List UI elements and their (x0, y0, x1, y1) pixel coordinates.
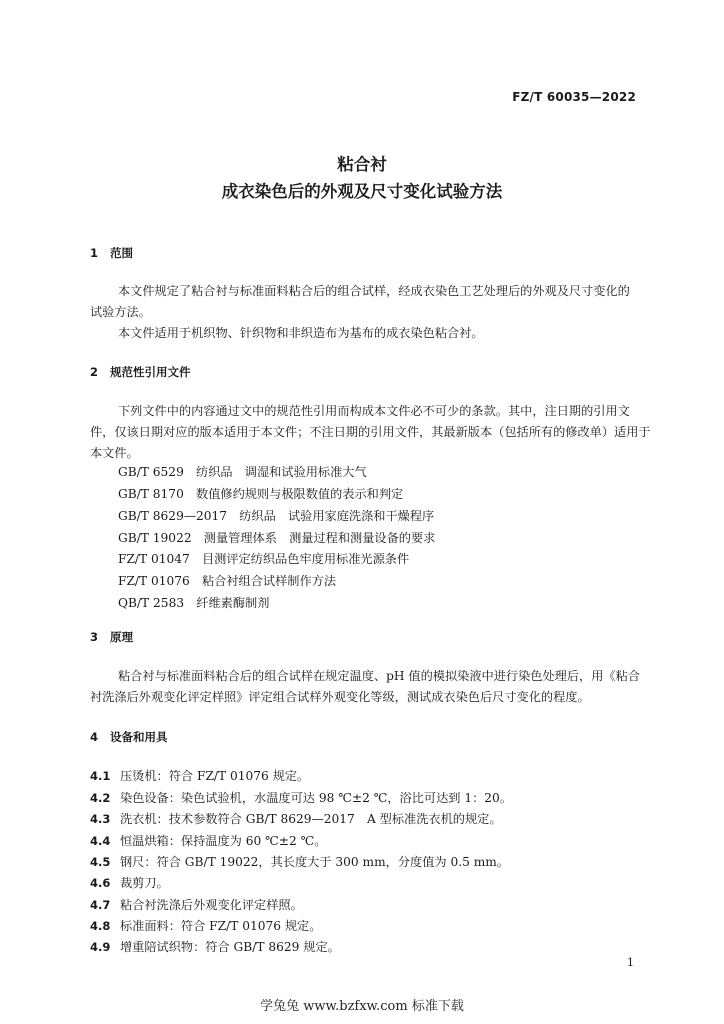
item-number: 4.9 (90, 940, 111, 954)
document-title-line1: 粘合衬 (337, 155, 387, 174)
section-title: 规范性引用文件 (110, 365, 191, 379)
item-number: 4.3 (90, 812, 111, 826)
footer-watermark: 学兔兔 www.bzfxw.com 标准下载 (260, 999, 464, 1014)
item-number: 4.8 (90, 919, 111, 933)
reference-code: GB/T 8629—2017 (118, 509, 228, 523)
reference-code: GB/T 8170 (118, 487, 184, 501)
item-number: 4.1 (90, 769, 111, 783)
normative-reference (118, 550, 409, 567)
equipment-item (90, 874, 169, 891)
item-number: 4.4 (90, 834, 111, 848)
reference-title: 测量管理体系 测量过程和测量设备的要求 (203, 531, 436, 545)
item-number: 4.7 (90, 898, 111, 912)
reference-title: 纺织品 试验用家庭洗涤和干燥程序 (239, 509, 435, 523)
section-title: 设备和用具 (110, 730, 168, 744)
reference-title: 数值修约规则与极限数值的表示和判定 (196, 487, 404, 501)
item-text: 恒温烘箱：保持温度为 60 ℃±2 ℃。 (120, 834, 327, 848)
paragraph-line: 粘合衬与标准面料粘合后的组合试样在规定温度、pH 值的模拟染液中进行染色处理后，用《粘合 (118, 669, 640, 683)
normative-reference (118, 463, 367, 480)
standard-number: FZ/T 60035—2022 (512, 90, 636, 104)
item-text: 增重陪试织物：符合 GB/T 8629 规定。 (120, 940, 340, 954)
paragraph-line: 件，仅该日期对应的版本适用于本文件；不注日期的引用文件，其最新版本（包括所有的修改单）适用于 (90, 425, 651, 439)
normative-reference (118, 594, 269, 611)
section-number: 3 (90, 630, 99, 644)
item-text: 压烫机：符合 FZ/T 01076 规定。 (120, 769, 310, 783)
section-3-heading (90, 629, 133, 645)
reference-title: 纤维素酶制剂 (196, 596, 270, 610)
page-number: 1 (627, 956, 634, 969)
item-number: 4.5 (90, 855, 111, 869)
paragraph-line: 衬洗涤后外观变化评定样照》评定组合试样外观变化等级，测试成衣染色后尺寸变化的程度。 (90, 690, 590, 704)
reference-code: FZ/T 01076 (118, 574, 190, 588)
equipment-item (90, 917, 321, 934)
section-number: 4 (90, 730, 99, 744)
equipment-item (90, 938, 340, 955)
normative-reference (118, 572, 336, 589)
equipment-item (90, 896, 303, 913)
reference-title: 粘合衬组合试样制作方法 (202, 574, 337, 588)
item-text: 染色设备：染色试验机，水温度可达 98 ℃±2 ℃，浴比可达到 1：20。 (120, 791, 512, 805)
document-title-line2: 成衣染色后的外观及尺寸变化试验方法 (221, 182, 503, 201)
paragraph-line: 本文件规定了粘合衬与标准面料粘合后的组合试样，经成衣染色工艺处理后的外观及尺寸变化的 (118, 284, 630, 298)
item-text: 裁剪刀。 (120, 876, 169, 890)
item-number: 4.2 (90, 791, 111, 805)
reference-code: GB/T 19022 (118, 531, 192, 545)
section-title: 范围 (110, 246, 133, 260)
equipment-item (90, 832, 326, 849)
equipment-item (90, 767, 309, 784)
paragraph-line: 本文件。 (90, 446, 139, 460)
equipment-item (90, 810, 502, 827)
item-text: 粘合衬洗涤后外观变化评定样照。 (120, 898, 303, 912)
normative-reference (118, 529, 435, 546)
equipment-item (90, 853, 509, 870)
equipment-item (90, 789, 512, 806)
paragraph-line: 试验方法。 (90, 305, 151, 319)
reference-code: QB/T 2583 (118, 596, 185, 610)
reference-title: 纺织品 调湿和试验用标准大气 (196, 465, 367, 479)
item-text: 钢尺：符合 GB/T 19022，其长度大于 300 mm，分度值为 0.5 mm。 (120, 855, 509, 869)
reference-title: 目测评定纺织品色牢度用标准光源条件 (202, 552, 410, 566)
item-text: 洗衣机：技术参数符合 GB/T 8629—2017 A 型标准洗衣机的规定。 (120, 812, 502, 826)
section-2-heading (90, 364, 191, 380)
normative-reference (118, 485, 403, 502)
reference-code: GB/T 6529 (118, 465, 184, 479)
item-text: 标准面料：符合 FZ/T 01076 规定。 (120, 919, 322, 933)
section-4-heading (90, 729, 168, 745)
section-title: 原理 (110, 630, 133, 644)
section-1-heading (90, 245, 133, 261)
paragraph-line: 本文件适用于机织物、针织物和非织造布为基布的成衣染色粘合衬。 (118, 326, 484, 340)
reference-code: FZ/T 01047 (118, 552, 190, 566)
normative-reference (118, 507, 434, 524)
item-number: 4.6 (90, 876, 111, 890)
section-number: 1 (90, 246, 99, 260)
section-number: 2 (90, 365, 99, 379)
paragraph-line: 下列文件中的内容通过文中的规范性引用而构成本文件必不可少的条款。其中，注日期的引用文 (118, 404, 630, 418)
